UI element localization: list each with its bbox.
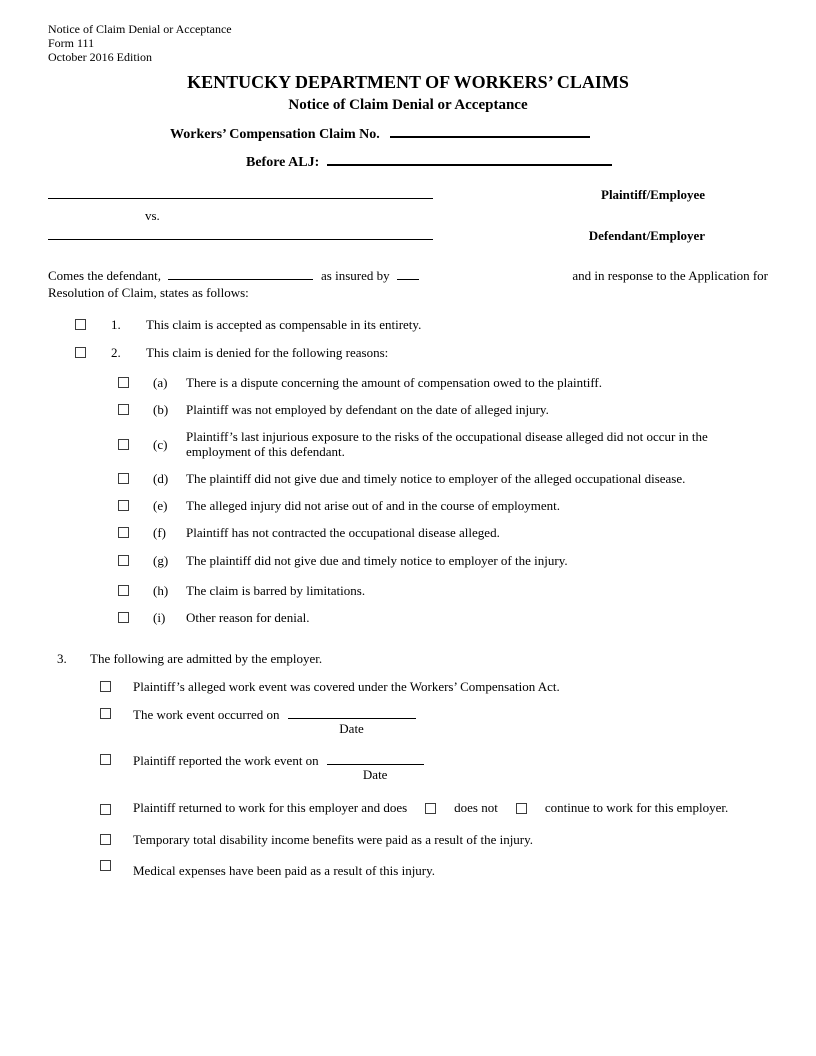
denial-reason-row-g [48, 553, 768, 568]
reason-g-checkbox[interactable] [118, 555, 129, 566]
denial-reason-row-h [48, 583, 768, 598]
denial-reason-row-b [48, 402, 768, 417]
defendant-party-label: Defendant/Employer [588, 228, 705, 243]
plaintiff-caption-row [48, 186, 768, 204]
intro-text-insured: as insured by [321, 268, 390, 283]
reason-h-letter: (h) [153, 583, 169, 598]
returned-line [133, 800, 768, 815]
denial-reason-row-a [48, 375, 768, 390]
reported-text: Plaintiff reported the work event on [133, 753, 319, 768]
denial-reason-row-f [48, 525, 768, 540]
form-id-title: Notice of Claim Denial or Acceptance [48, 22, 232, 36]
denial-reason-row-c [48, 429, 768, 459]
item-2-checkbox[interactable] [75, 347, 86, 358]
reported-date-label: Date [362, 767, 388, 782]
denial-reason-row-e [48, 498, 768, 513]
occurred-date-group [288, 706, 416, 736]
before-alj-label: Before ALJ: [246, 155, 320, 170]
returned-text-3: continue to work for this employer. [544, 800, 729, 815]
plaintiff-name-input[interactable] [48, 186, 433, 199]
ttd-text: Temporary total disability income benefits were paid as a result of the injury. [133, 832, 534, 847]
occurred-text: The work event occurred on [133, 707, 280, 722]
item-1-number: 1. [111, 317, 121, 332]
reason-i-text: Other reason for denial. [186, 610, 310, 625]
reason-a-text: There is a dispute concerning the amount of compensation owed to the plaintiff. [186, 375, 603, 390]
vs-label: vs. [145, 208, 160, 223]
reported-checkbox[interactable] [100, 754, 111, 765]
reason-f-letter: (f) [153, 525, 166, 540]
claim-number-row [170, 124, 768, 144]
claim-number-label: Workers’ Compensation Claim No. [170, 127, 380, 142]
reason-i-checkbox[interactable] [118, 612, 129, 623]
reason-b-letter: (b) [153, 402, 169, 417]
returned-text-2: does not [454, 800, 498, 815]
section-3-number: 3. [57, 651, 67, 666]
plaintiff-party-label: Plaintiff/Employee [601, 187, 705, 202]
reason-b-text: Plaintiff was not employed by defendant on the date of alleged injury. [186, 402, 549, 417]
occurred-date-input[interactable] [288, 706, 416, 719]
returned-checkbox[interactable] [100, 804, 111, 815]
section-3-heading-row [48, 651, 768, 666]
covered-checkbox[interactable] [100, 681, 111, 692]
item-2-number: 2. [111, 345, 121, 360]
covered-text: Plaintiff’s alleged work event was covered under the Workers’ Compensation Act. [133, 679, 560, 694]
medical-checkbox[interactable] [100, 860, 111, 871]
reason-a-letter: (a) [153, 375, 168, 390]
claim-number-input[interactable] [390, 124, 590, 138]
does-not-checkbox[interactable] [516, 803, 527, 814]
admission-returned-row [48, 800, 768, 815]
admission-covered-row [48, 679, 768, 694]
returned-text-1: Plaintiff returned to work for this employer and does [133, 800, 408, 815]
reason-d-checkbox[interactable] [118, 473, 129, 484]
reason-c-checkbox[interactable] [118, 439, 129, 450]
reason-g-letter: (g) [153, 553, 169, 568]
reason-c-text: Plaintiff’s last injurious exposure to the risks of the occupational disease alleged did not occur in the employment of this defendant. [186, 429, 708, 459]
reason-e-text: The alleged injury did not arise out of and in the course of employment. [186, 498, 561, 513]
reported-date-group [327, 752, 424, 782]
page-title: KENTUCKY DEPARTMENT OF WORKERS’ CLAIMS [187, 72, 629, 92]
page-subtitle: Notice of Claim Denial or Acceptance [288, 97, 528, 113]
insurer-blank-input[interactable] [397, 267, 419, 280]
medical-text: Medical expenses have been paid as a result of this injury. [133, 863, 436, 878]
occurred-date-label: Date [339, 721, 364, 736]
reason-h-text: The claim is barred by limitations. [186, 583, 366, 598]
intro-line-1 [48, 267, 768, 284]
before-alj-input[interactable] [327, 152, 612, 166]
intro-line-2: Resolution of Claim, states as follows: [48, 285, 249, 300]
admission-reported-row [48, 752, 768, 782]
admission-ttd-row [48, 832, 768, 847]
denial-reason-row-d [48, 471, 768, 486]
reason-i-letter: (i) [153, 610, 166, 625]
reason-e-checkbox[interactable] [118, 500, 129, 511]
reason-c-letter: (c) [153, 436, 168, 452]
defendant-caption-row [48, 227, 768, 245]
reason-d-text: The plaintiff did not give due and timely notice to employer of the alleged occupational disease. [186, 471, 686, 486]
reason-a-checkbox[interactable] [118, 377, 129, 388]
reported-date-input[interactable] [327, 752, 424, 765]
intro-text-comes: Comes the defendant, [48, 268, 161, 283]
section-3-heading: The following are admitted by the employer. [90, 651, 323, 666]
form-identification-block [48, 22, 768, 64]
does-checkbox[interactable] [425, 803, 436, 814]
intro-paragraph [48, 267, 768, 301]
item-1-text: This claim is accepted as compensable in its entirety. [146, 317, 422, 332]
before-alj-row [246, 152, 768, 172]
item-2-row [48, 345, 768, 360]
reason-h-checkbox[interactable] [118, 585, 129, 596]
admission-medical-row [48, 860, 768, 878]
denial-reason-row-i [48, 610, 768, 625]
reason-b-checkbox[interactable] [118, 404, 129, 415]
item-1-row [48, 317, 768, 332]
reason-g-text: The plaintiff did not give due and timely notice to employer of the injury. [186, 553, 568, 568]
item-1-checkbox[interactable] [75, 319, 86, 330]
reason-d-letter: (d) [153, 471, 169, 486]
form-edition: October 2016 Edition [48, 50, 152, 64]
item-2-text: This claim is denied for the following reasons: [146, 345, 389, 360]
admission-occurred-row [48, 706, 768, 736]
reason-e-letter: (e) [153, 498, 168, 513]
occurred-line [133, 706, 416, 736]
intro-text-response: and in response to the Application for [572, 268, 768, 283]
ttd-checkbox[interactable] [100, 834, 111, 845]
reported-line [133, 752, 424, 782]
defendant-name-input[interactable] [48, 227, 433, 240]
defendant-blank-input[interactable] [168, 267, 313, 280]
reason-f-checkbox[interactable] [118, 527, 129, 538]
case-caption [48, 186, 768, 245]
form-number: Form 111 [48, 36, 95, 50]
reason-f-text: Plaintiff has not contracted the occupational disease alleged. [186, 525, 500, 540]
occurred-checkbox[interactable] [100, 708, 111, 719]
